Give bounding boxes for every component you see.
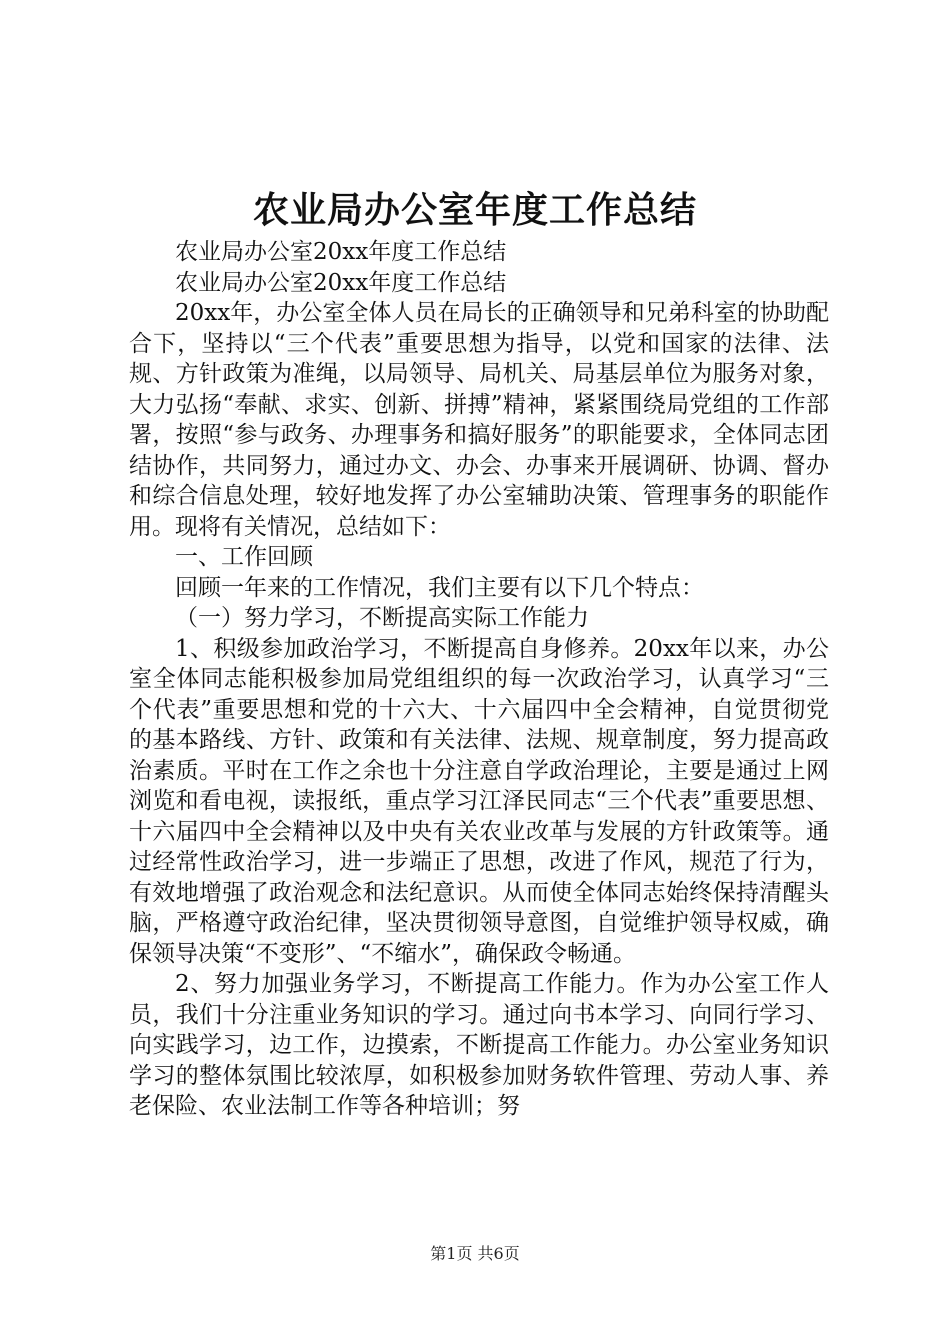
- subtitle-line: 农业局办公室20xx年度工作总结: [175, 239, 507, 265]
- document-title: 农业局办公室年度工作总结: [252, 189, 697, 231]
- subtitle-line: 农业局办公室20xx年度工作总结: [175, 269, 507, 296]
- body-paragraph: 1、积级参加政治学习，不断提高自身修养。20xx年以来，办公室全体同志能积极参加局党组组织的每一次政治学习，认真学习“三个代表”重要思想和党的十六大、十六届四中全会精神，自觉贯彻党的基本路线、方针、政策和有关法律、法规、规章制度，努力提高政治素质。平时在工作之余也十分注意自学政治理论，主要是通过上网浏览和看电视，读报纸，重点学习江泽民同志“三个代表”重要思想、十六届四中全会精神以及中央有关农业改革与发展的方针政策等。通过经常性政治学习，进一步端正了思想，改进了作风，规范了行为，有效地增强了政治观念和法纪意识。从而使全体同志始终保持清醒头脑，严格遵守政治纪律，坚决贯彻领导意图，自觉维护领导权威，确保领导决策“不变形”、“不缩水”，确保政令畅通。: [129, 635, 829, 967]
- body-paragraph: 回顾一年来的工作情况，我们主要有以下几个特点：: [175, 574, 704, 601]
- section-heading: 一、工作回顾: [175, 544, 313, 570]
- document-body: [129, 237, 829, 1122]
- intro-paragraph: 20xx年，办公室全体人员在局长的正确领导和兄弟科室的协助配合下，坚持以“三个代表”重要思想为指导，以党和国家的法律、法规、方针政策为准绳，以局领导、局机关、局基层单位为服务对象，大力弘扬“奉献、求实、创新、拼搏”精神，紧紧围绕局党组的工作部署，按照“参与政务、办理事务和搞好服务”的职能要求，全体同志团结协作，共同努力，通过办文、办会、办事来开展调研、协调、督办和综合信息处理，较好地发挥了办公室辅助决策、管理事务的职能作用。现将有关情况，总结如下：: [129, 300, 829, 540]
- body-paragraph: 2、努力加强业务学习，不断提高工作能力。作为办公室工作人员，我们十分注重业务知识的学习。通过向书本学习、向同行学习、向实践学习，边工作，边摸索，不断提高工作能力。办公室业务知识学习的整体氛围比较浓厚，如积极参加财务软件管理、劳动人事、养老保险、农业法制工作等各种培训；努: [129, 971, 829, 1119]
- subsection-heading: （一）努力学习，不断提高实际工作能力: [175, 605, 589, 631]
- page-number: 第1页 共6页: [430, 1244, 520, 1263]
